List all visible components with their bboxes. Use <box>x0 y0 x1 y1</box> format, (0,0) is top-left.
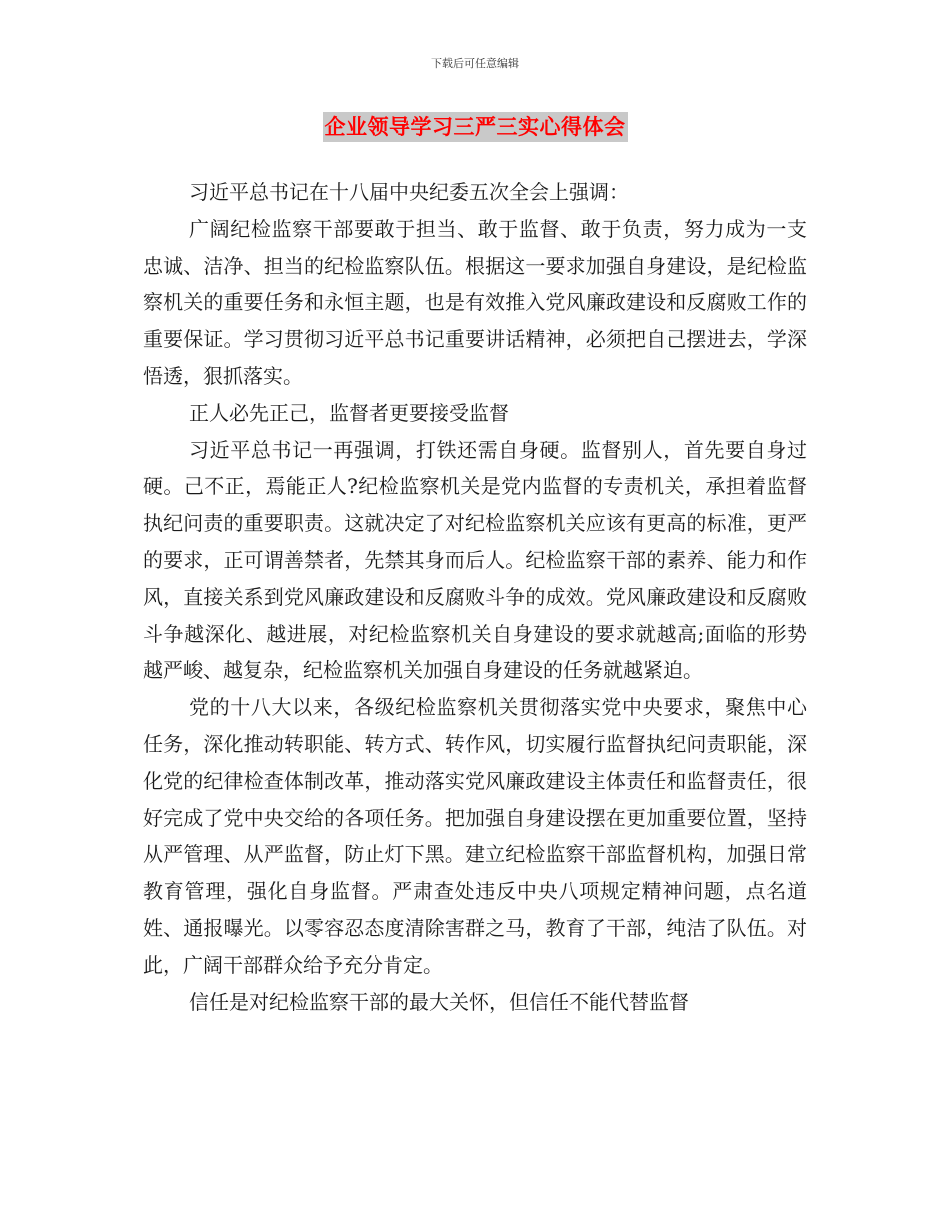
paragraph: 广阔纪检监察干部要敢于担当、敢于监督、敢于负责，努力成为一支忠诚、洁净、担当的纪检监察队伍。根据这一要求加强自身建设，是纪检监察机关的重要任务和永恒主题，也是有效推入党风廉政建设和反腐败工作的重要保证。学习贯彻习近平总书记重要讲话精神，必须把自己摆进去，学深悟透，狠抓落实。 <box>143 216 807 388</box>
title-container <box>0 112 950 142</box>
section-heading: 信任是对纪检监察干部的最大关怀，但信任不能代替监督 <box>189 989 689 1014</box>
paragraph: 习近平总书记一再强调，打铁还需自身硬。监督别人，首先要自身过硬。己不正，焉能正人?纪检监察机关是党内监督的专责机关，承担着监督执纪问责的重要职责。这就决定了对纪检监察机关应该有更高的标准，更严的要求，正可谓善禁者，先禁其身而后人。纪检监察干部的素养、能力和作风，直接关系到党风廉政建设和反腐败斗争的成效。党风廉政建设和反腐败斗争越深化、越进展，对纪检监察机关自身建设的要求就越高;面临的形势越严峻、越复杂，纪检监察机关加强自身建设的任务就越紧迫。 <box>143 437 807 683</box>
paragraph: 习近平总书记在十八届中央纪委五次全会上强调： <box>189 180 629 204</box>
header-note: 下载后可任意编辑 <box>431 57 519 70</box>
paragraph: 党的十八大以来，各级纪检监察机关贯彻落实党中央要求，聚焦中心任务，深化推动转职能、转方式、转作风，切实履行监督执纪问责职能，深化党的纪律检查体制改革，推动落实党风廉政建设主体责任和监督责任，很好完成了党中央交给的各项任务。把加强自身建设摆在更加重要位置，坚持从严管理、从严监督，防止灯下黑。建立纪检监察干部监督机构，加强日常教育管理，强化自身监督。严肃查处违反中央八项规定精神问题，点名道姓、通报曝光。以零容忍态度清除害群之马，教育了干部，纯洁了队伍。对此，广阔干部群众给予充分肯定。 <box>143 695 807 977</box>
document-body <box>143 174 807 1020</box>
document-title: 企业领导学习三严三实心得体会 <box>323 112 628 142</box>
section-heading: 正人必先正己，监督者更要接受监督 <box>189 400 509 425</box>
